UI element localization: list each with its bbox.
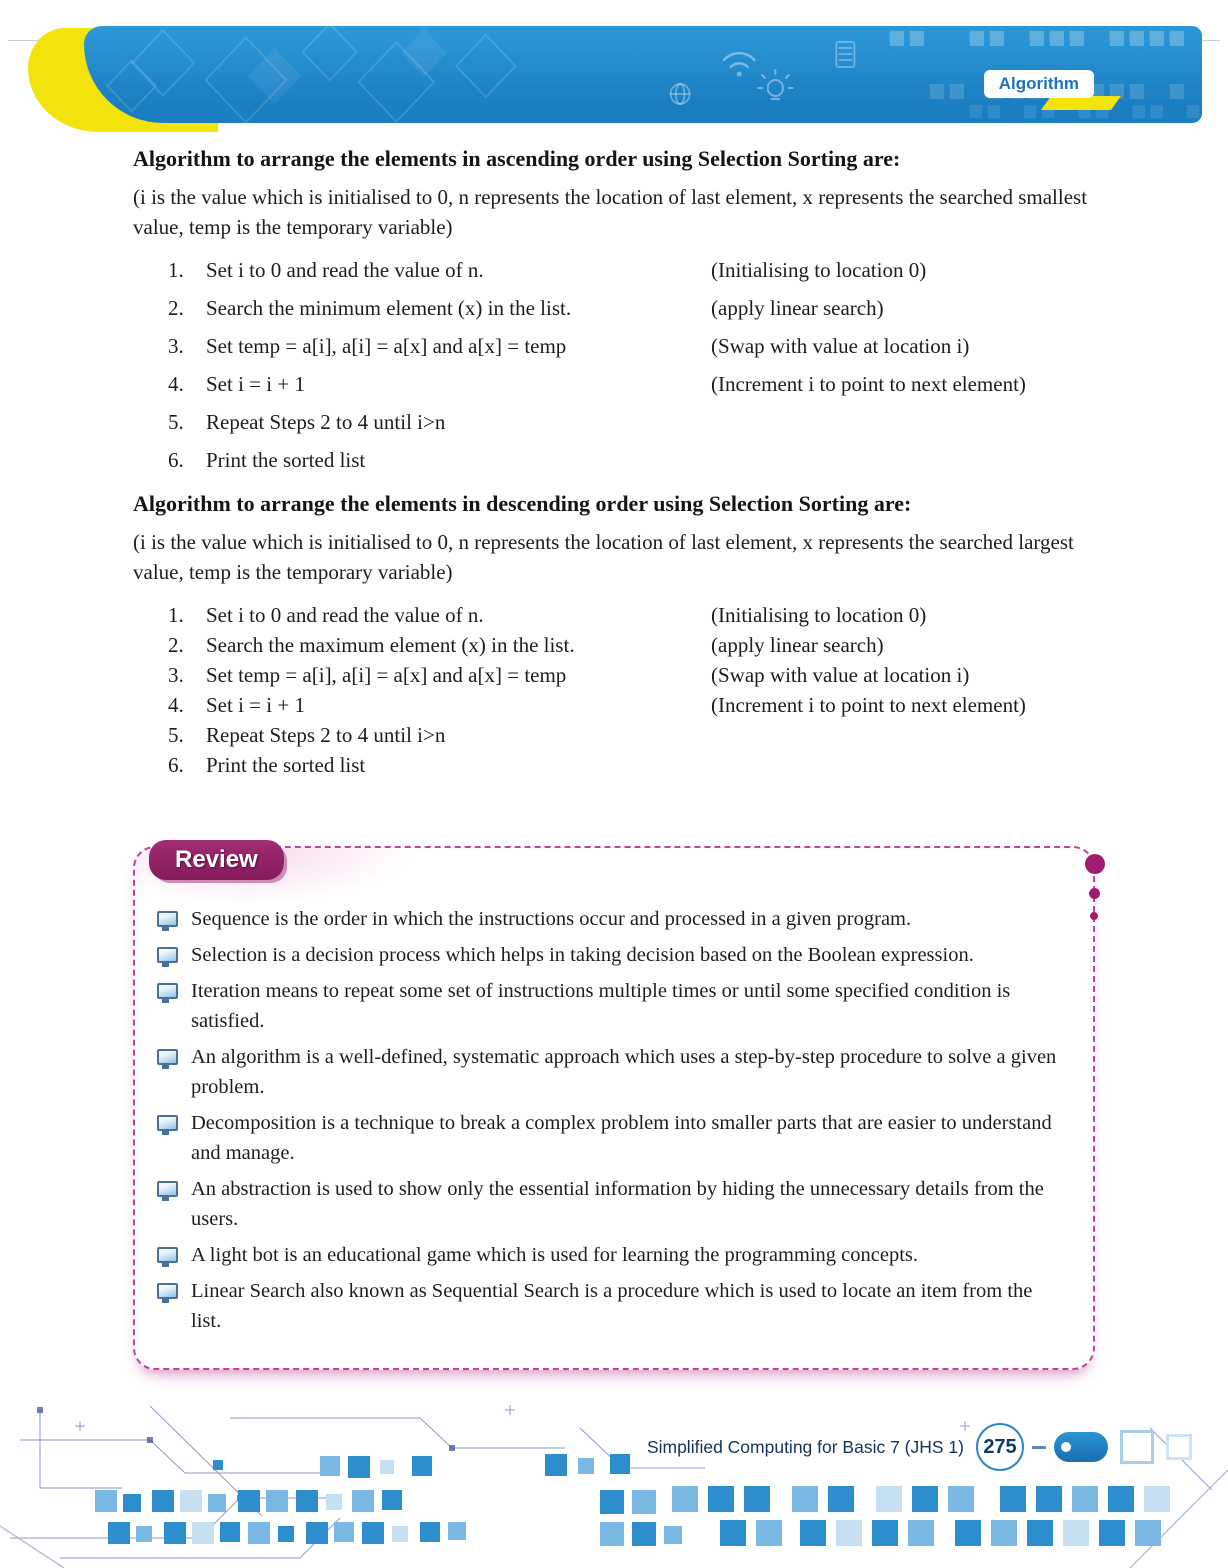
step-item [168,632,1095,658]
step-item [168,662,1095,688]
footer-outline-square [1120,1430,1154,1464]
step-text: Set i = i + 1 [206,692,305,717]
step-item [168,409,1095,435]
review-item-text: A light bot is an educational game which is used for learning the programming concepts. [191,1243,918,1266]
step-note: (Initialising to location 0) [711,602,927,627]
step-text: Search the maximum element (x) in the list. [206,632,575,657]
computer-icon [157,1283,178,1299]
step-note [711,752,1095,778]
descending-intro: (i is the value which is initialised to 0, n represents the location of last element, x represents the searched largest value, temp is the temporary variable) [133,529,1074,585]
step-text: Print the sorted list [206,447,366,472]
step-number: 2. [168,632,184,657]
step-text: Search the minimum element (x) in the list. [206,295,572,320]
step-note [711,447,1095,473]
ascending-intro: (i is the value which is initialised to 0, n represents the location of last element, x represents the searched smallest value, temp is the temporary variable) [133,185,1088,240]
step-item [168,333,1095,359]
deco-dot-medium [1089,888,1100,899]
step-note: (Swap with value at location i) [711,333,970,358]
step-note: (Increment i to point to next element) [711,371,1026,396]
step-text: Set i to 0 and read the value of n. [206,257,484,282]
step-note [711,409,1095,435]
computer-icon [157,1115,178,1131]
step-note: (Swap with value at location i) [711,662,970,687]
wifi-icon [724,53,754,76]
step-number: 3. [168,333,184,358]
step-item [168,602,1095,628]
ascending-heading: Algorithm to arrange the elements in ascending order using Selection Sorting are: [133,146,901,171]
badge-tail [1041,96,1121,110]
step-text: Repeat Steps 2 to 4 until i>n [206,722,446,747]
review-item-text: Linear Search also known as Sequential Search is a procedure which is used to locate an item from the list. [191,1279,1033,1332]
deco-dot-large [1085,854,1105,874]
lightbulb-icon [758,70,792,99]
footer-connector-line [1032,1446,1046,1449]
review-item [157,1108,1059,1168]
step-number: 6. [168,447,184,472]
deco-dot-small [1090,912,1098,920]
review-list [157,904,1059,1336]
review-box [133,846,1095,1370]
computer-icon [157,1049,178,1065]
review-item-text: Selection is a decision process which helps in taking decision based on the Boolean expression. [191,943,974,966]
step-number: 5. [168,409,184,434]
computer-icon [157,1181,178,1197]
page-header [28,26,1202,126]
step-note: (Initialising to location 0) [711,257,927,282]
algorithm-badge-label: Algorithm [998,74,1079,93]
step-number: 3. [168,662,184,687]
review-item-text: Iteration means to repeat some set of instructions multiple times or until some specified condition is satisfied. [191,979,1011,1032]
globe-icon [671,84,690,104]
step-note: (apply linear search) [711,295,884,320]
review-item [157,1276,1059,1336]
review-badge-label: Review [175,845,258,873]
step-text: Set i to 0 and read the value of n. [206,602,484,627]
page-footer [647,1424,1192,1470]
footer-blue-pill [1054,1432,1108,1462]
review-item [157,1174,1059,1234]
header-diamonds-pattern [107,26,515,122]
step-note: (Increment i to point to next element) [711,692,1026,717]
step-item [168,447,1095,473]
step-number: 2. [168,295,184,320]
step-number: 4. [168,371,184,396]
review-badge [149,840,284,880]
step-note [711,722,1095,748]
step-item [168,692,1095,718]
ascending-steps-list [133,257,1095,473]
step-text: Repeat Steps 2 to 4 until i>n [206,409,446,434]
computer-icon [157,983,178,999]
step-item [168,257,1095,283]
step-item [168,295,1095,321]
computer-icon [157,947,178,963]
step-text: Print the sorted list [206,752,366,777]
step-text: Set i = i + 1 [206,371,305,396]
descending-heading: Algorithm to arrange the elements in descending order using Selection Sorting are: [133,490,912,516]
review-item [157,976,1059,1036]
step-number: 1. [168,257,184,282]
step-number: 5. [168,722,184,747]
review-item-text: Decomposition is a technique to break a complex problem into smaller parts that are easier to understand and manage. [191,1111,1052,1164]
computer-icon [157,911,178,927]
step-number: 6. [168,752,184,777]
review-item [157,1240,1059,1270]
step-text: Set temp = a[i], a[i] = a[x] and a[x] = temp [206,662,567,687]
calculator-icon [836,42,854,67]
step-item [168,371,1095,397]
review-item [157,1042,1059,1102]
corner-lines [0,1470,1228,1568]
step-note: (apply linear search) [711,632,884,657]
algorithm-badge [984,70,1094,98]
book-title: Simplified Computing for Basic 7 (JHS 1) [646,1436,964,1457]
review-item-text: Sequence is the order in which the instructions occur and processed in a given program. [191,907,912,930]
circuit-nodes [37,1407,625,1501]
page-number-badge: 275 [976,1423,1024,1471]
step-text: Set temp = a[i], a[i] = a[x] and a[x] = temp [206,333,567,358]
step-number: 1. [168,602,184,627]
step-number: 4. [168,692,184,717]
footer-outline-square-small [1166,1434,1192,1460]
step-item [168,752,1095,778]
computer-icon [157,1247,178,1263]
header-diamonds-fill [248,29,447,104]
review-item-text: An algorithm is a well-defined, systematic approach which uses a step-by-step procedure to solve a given problem. [191,1045,1057,1098]
review-item-text: An abstraction is used to show only the essential information by hiding the unnecessary details from the users. [191,1177,1044,1230]
review-item [157,940,1059,970]
descending-steps-list [133,602,1095,778]
review-item [157,904,1059,934]
step-item [168,722,1095,748]
